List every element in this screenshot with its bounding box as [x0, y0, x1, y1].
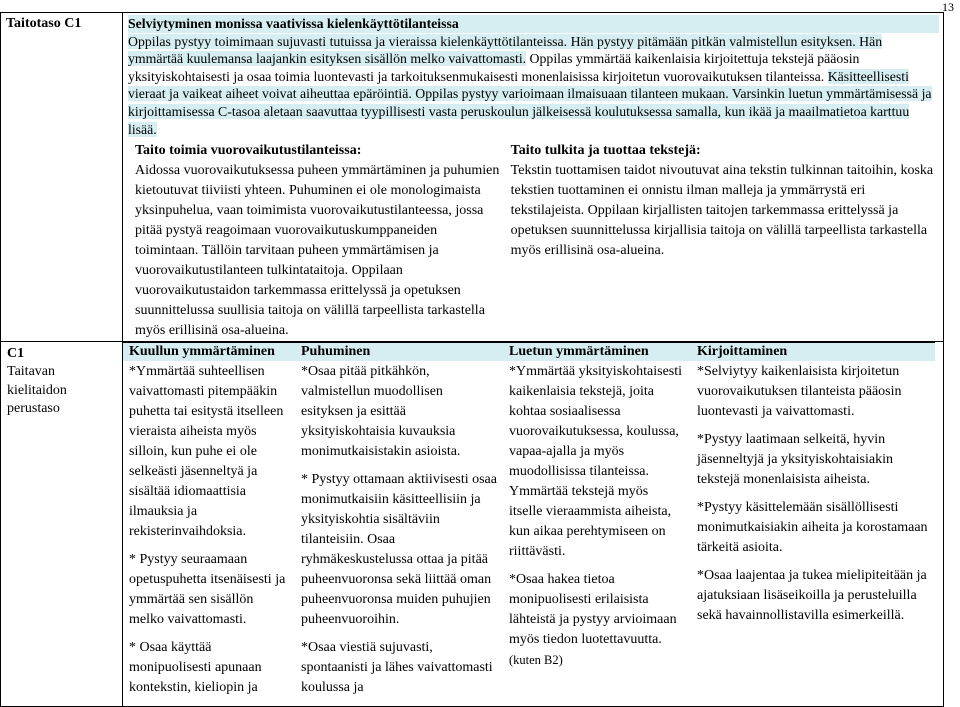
writing-column — [691, 361, 935, 706]
listening-item: * Osaa käyttää monipuolisesti apunaan kontekstin, kieliopin ja — [129, 640, 262, 696]
c1-code: C1 — [7, 346, 25, 362]
c1-level-cell — [1, 342, 123, 707]
reading-reference: (kuten B2) — [509, 653, 563, 668]
writing-item: *Pystyy käsittelemään sisällöllisesti monimutkaisiakin aiheita ja korostamaan tärkeitä asioita. — [697, 500, 928, 556]
skills-grid — [123, 342, 943, 706]
text-skills-title: Taito tulkita ja tuottaa tekstejä: — [510, 143, 701, 159]
page-number: 13 — [942, 0, 954, 14]
text-skills-section — [511, 141, 937, 341]
description-title: Selviytyminen monissa vaativissa kielenkäyttötilanteissa — [128, 15, 939, 33]
description-text-2: Oppilas ymmärtää kaikenlaisia kirjoitettuja tekstejä pääosin yksityiskohtaisesti ja osaa toimia luontevasti ja tarkoituksenmukaisesti monenlaisissa kirjoitetun vuorovaikutuksen tilanteissa. — [128, 51, 860, 84]
writing-item: *Osaa laajentaa ja tukea mielipiteitään ja ajatuksiaan lisäseikoilla ja perusteluilla sekä havainnollistavilla esimerkeillä. — [697, 568, 927, 624]
header-listening: Kuullun ymmärtäminen — [123, 342, 295, 361]
level-description — [123, 13, 943, 139]
listening-item: *Ymmärtää suhteellisen vaivattomasti pitempääkin puhetta tai esitystä itselleen vieraista aiheista myös silloin, kun puhe ei ole selkeästi jäsenneltyä ja sisältää idiomaattisia ilmauksia ja rekisterinvaihdoksia. — [129, 364, 284, 540]
speaking-item: *Osaa viestiä sujuvasti, spontaanisti ja lähes vaivattomasti koulussa ja — [301, 640, 493, 696]
listening-column — [123, 361, 295, 706]
reading-item-text: *Osaa hakea tietoa monipuolisesti erilaisista lähteistä ja pystyy arvioimaan myös tiedon luotettavuutta. — [509, 572, 677, 648]
level-label: Taitotaso C1 — [6, 16, 82, 31]
c1-name: Taitavan kielitaidon perustaso — [7, 364, 67, 416]
description-text-3: Käsitteellisesti vieraat ja vaikeat aiheet voivat aiheuttaa epäröintiä. Oppilas pystyy varioimaan ilmaisuaan tilanteen mukaan. Varsinkin luetun ymmärtämisessä ja kirjoittamisessa C-tasoa aletaan saavuttaa tyypillisesti vasta peruskoulun jälkeisessä koulutuksessa samalla, kun ikää ja maailmatietoa karttuu lisää. — [128, 68, 932, 137]
interaction-text: Aidossa vuorovaikutuksessa puheen ymmärtäminen ja puhumien kietoutuvat tiiviisti yhteen. Puhuminen ei ole monologimaista yksinpuhelua, vaan toimimista vuorovaikutustilanteessa, jossa pitää pystyä reagoimaan vuorovaikutuskumppaneiden toimintaan. Tällöin tarvitaan puheen ymmärtämisen ja vuorovaikutustilanteen tulkintataitoja. Oppilaan vuorovaikutustaidon tarkemmassa erittelyssä ja opetuksen suunnittelussa suullisia taitoja on välillä tarpeellista tarkastella myös erillisinä osa-alueina. — [135, 163, 500, 339]
reading-item: *Ymmärtää yksityiskohtaisesti kaikenlaisia tekstejä, joita kohtaa sosiaalisessa vuorovaikutuksessa, koulussa, vapaa-ajalla ja myös muodollisissa tilanteissa. Ymmärtää tekstejä myös itselle vieraammista aiheista, kun aikaa perehtymiseen on riittävästi. — [509, 364, 683, 560]
writing-item: *Selviytyy kaikenlaisista kirjoitetun vuorovaikutuksen tilanteista pääosin luontevasti ja vaivattomasti. — [697, 364, 902, 420]
reading-column — [503, 361, 691, 706]
speaking-column — [295, 361, 503, 706]
speaking-item: *Osaa pitää pitkähkön, valmistellun muodollisen esityksen ja esittää yksityiskohtaisia kuvauksia monimutkaisistakin asioista. — [301, 364, 461, 460]
writing-item: *Pystyy laatimaan selkeitä, hyvin jäsenneltyjä ja yksityiskohtaisiakin tekstejä monenlaisista aiheista. — [697, 432, 893, 488]
header-writing: Kirjoittaminen — [691, 342, 935, 361]
interaction-title: Taito toimia vuorovaikutustilanteissa: — [135, 143, 362, 159]
interaction-section — [135, 141, 511, 341]
description-text-1: Oppilas pystyy toimimaan sujuvasti tutuissa ja vieraissa kielenkäyttötilanteissa. Hän pystyy pitämään pitkän valmistellun esityksen. Hän ymmärtää kuulemansa laajankin esityksen sisällön melko vaivattomasti. — [128, 33, 883, 67]
c1-level — [1, 342, 122, 421]
description-cell — [123, 13, 944, 342]
speaking-item: * Pystyy ottamaan aktiivisesti osaa monimutkaisiin käsitteellisiin ja yksityiskohtia sisältäviin tilanteisiin. Osaa ryhmäkeskustelussa ottaa ja pitää puheenvuoronsa sekä liittää oman puheenvuoronsa muiden puhujien puheenvuoroihin. — [301, 472, 497, 628]
level-cell — [1, 13, 123, 342]
header-speaking: Puhuminen — [295, 342, 503, 361]
header-reading: Luetun ymmärtäminen — [503, 342, 691, 361]
text-skills-text: Tekstin tuottamisen taidot nivoutuvat aina tekstin tulkinnan taitoihin, koska tekstien tuottaminen ei onnistu ilman malleja ja ymmärrystä eri tekstilajeista. Oppilaan kirjallisten taitojen tarkemmassa erittelyssä ja opetuksen suunnittelussa kirjallisia taitoja on välillä tarpeellista tarkastella myös erillisinä osa-alueina. — [510, 163, 934, 259]
reading-item — [509, 570, 685, 671]
listening-item: * Pystyy seuraamaan opetuspuhetta itsenäisesti ja ymmärtää sen sisällön melko vaivattomasti. — [129, 552, 286, 628]
proficiency-table — [0, 12, 944, 707]
skill-intros — [123, 139, 943, 341]
skills-cell — [123, 342, 944, 707]
